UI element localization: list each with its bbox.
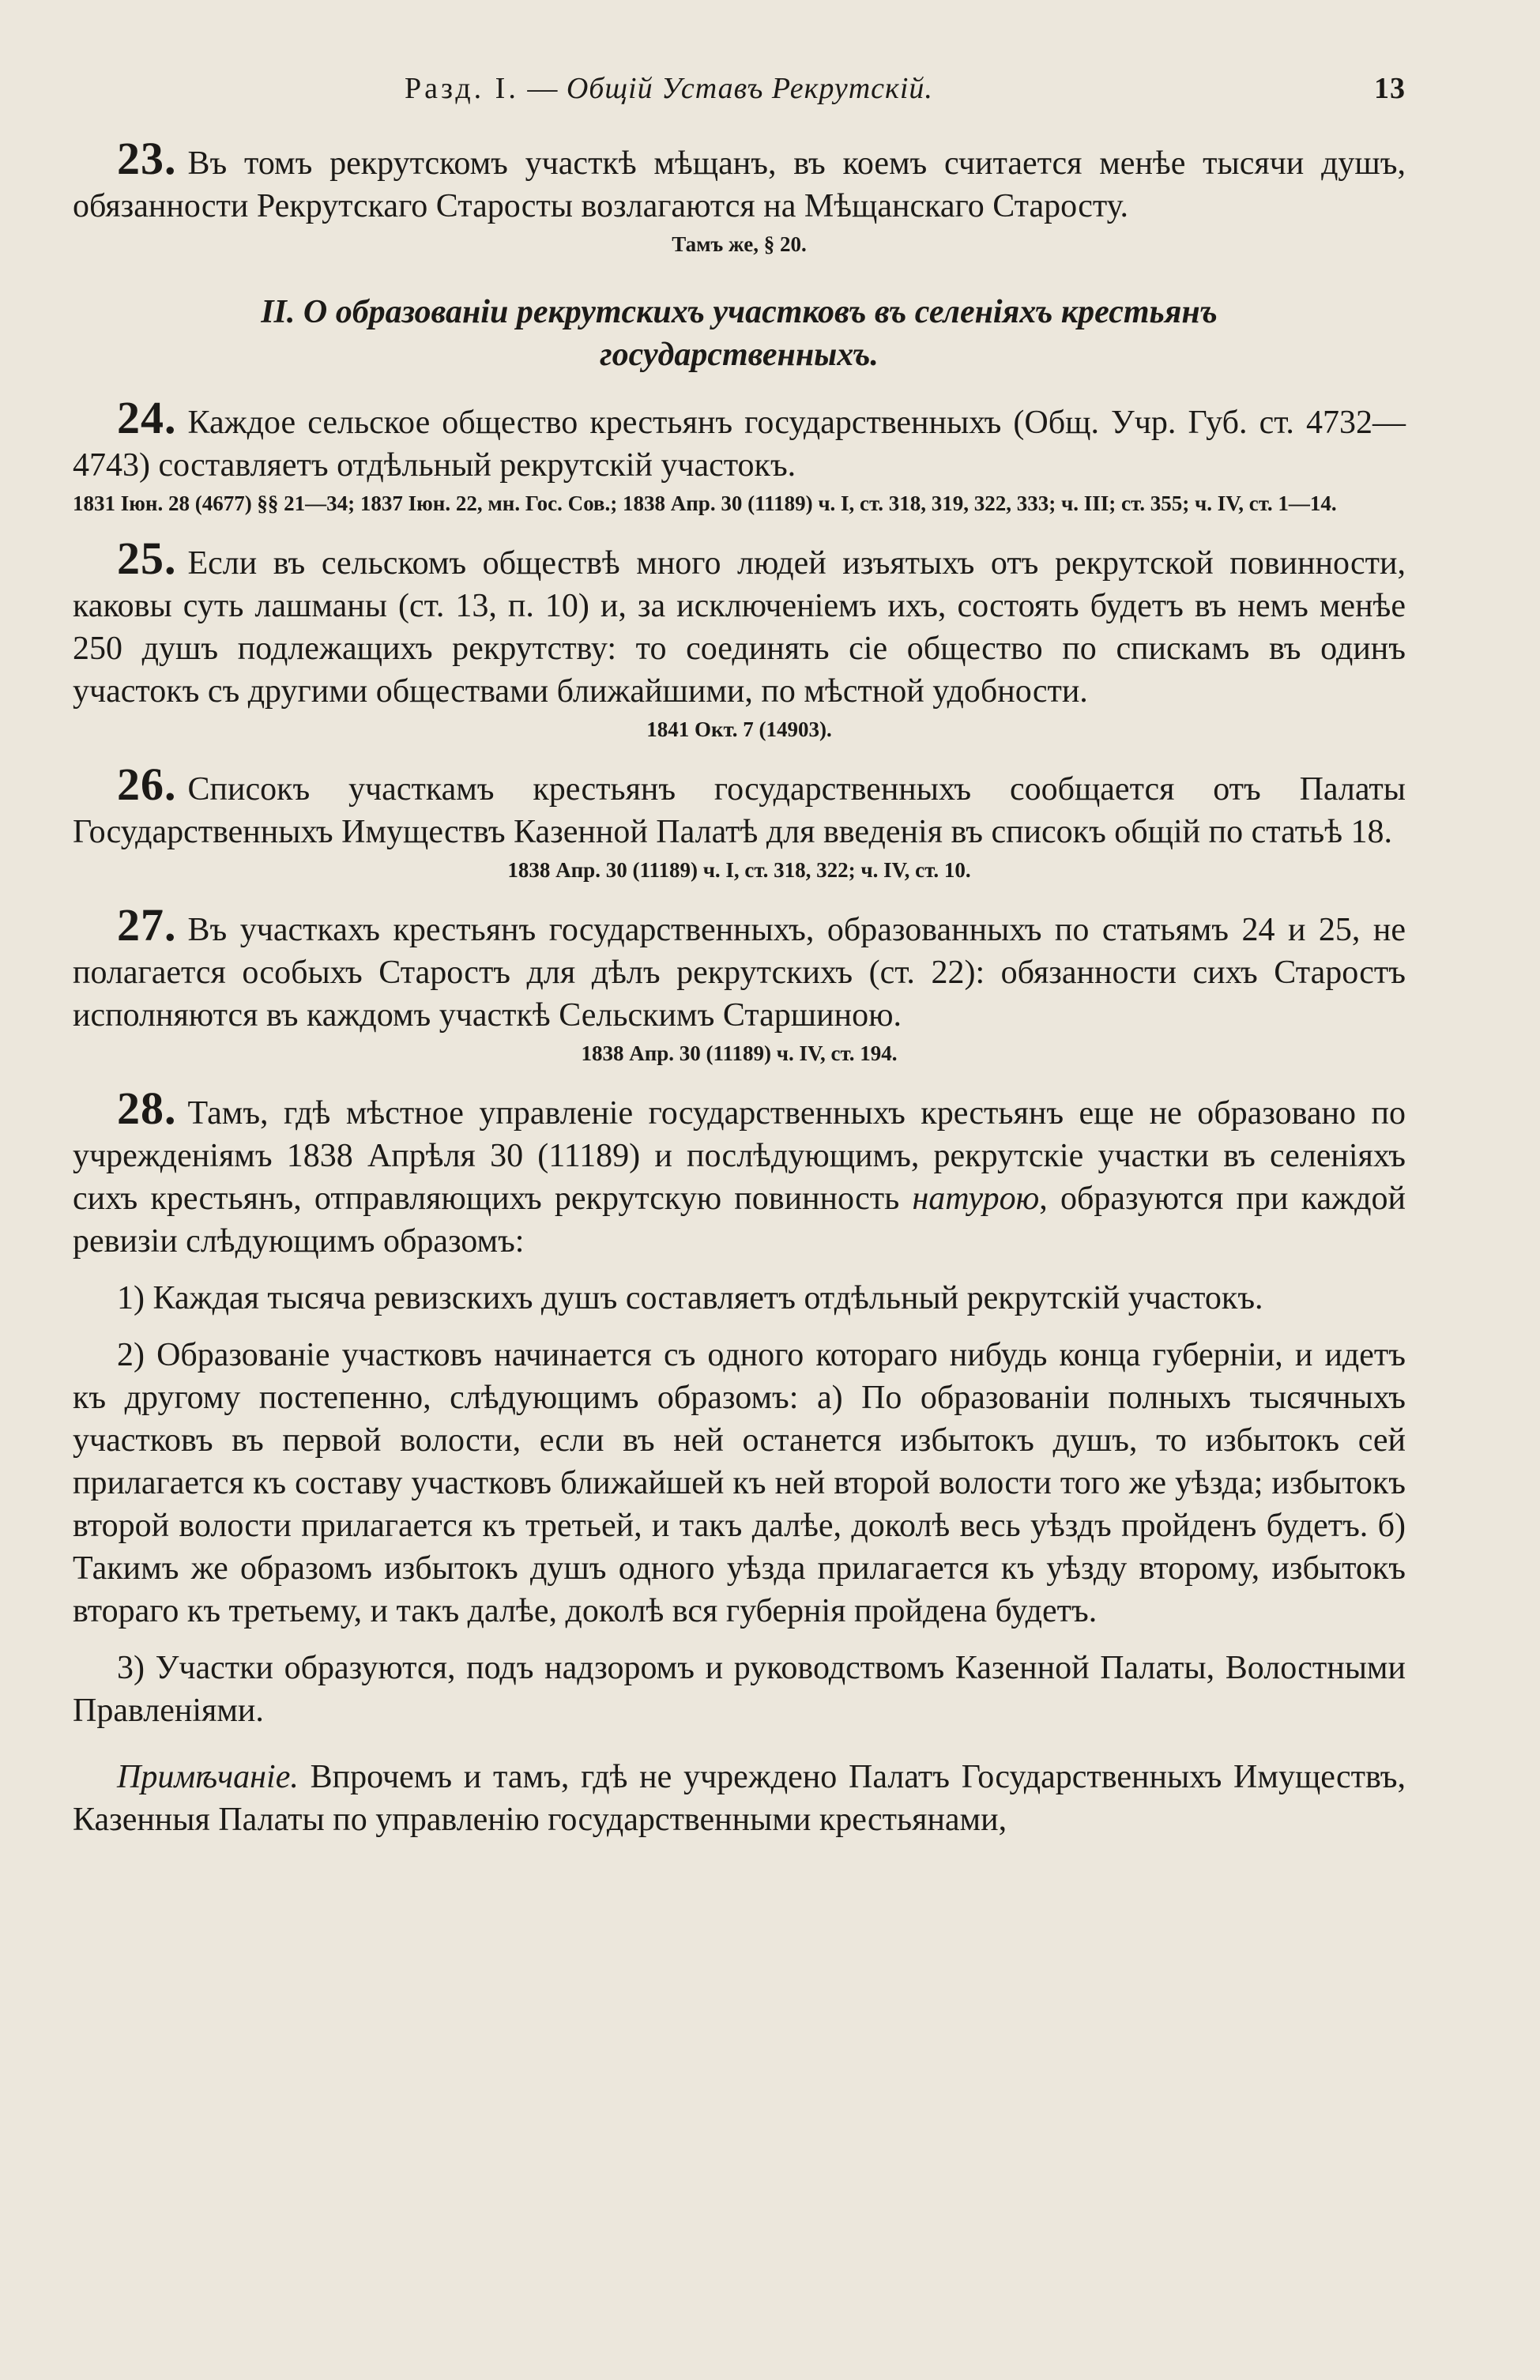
article-text bbox=[73, 392, 1406, 487]
article-27 bbox=[73, 899, 1406, 1067]
article-28 bbox=[73, 1083, 1406, 1732]
article-body: Каждое сельское общество крестьянъ государственныхъ (Общ. Учр. Губ. ст. 4732—4743) составляетъ отдѣльный рекрутскій участокъ. bbox=[73, 405, 1406, 484]
article-number: 28. bbox=[117, 1083, 177, 1134]
article-number: 24. bbox=[117, 392, 177, 443]
running-title bbox=[405, 71, 933, 106]
article-text bbox=[73, 899, 1406, 1037]
work-title: Общій Уставъ Рекрутскій. bbox=[566, 72, 933, 105]
citation: 1831 Іюн. 28 (4677) §§ 21—34; 1837 Іюн. 22, мн. Гос. Сов.; 1838 Апр. 30 (11189) ч. I, ст. 318, 319, 322, 333; ч. III; ст. 355; ч. IV, ст. 1—14. bbox=[73, 491, 1337, 515]
page-number: 13 bbox=[1374, 72, 1406, 105]
dash: — bbox=[527, 72, 559, 105]
article-23 bbox=[73, 133, 1406, 258]
section-label: Разд. I. bbox=[405, 72, 519, 105]
list-item-text: 1) Каждая тысяча ревизскихъ душъ составляетъ отдѣльный рекрутскій участокъ. bbox=[117, 1280, 1263, 1316]
article-text bbox=[73, 133, 1406, 228]
list-item-text: 2) Образованіе участковъ начинается съ одного котораго нибудь конца губерніи, и идетъ къ другому постепенно, слѣдующимъ образомъ: а) По образованіи полныхъ тысячныхъ участковъ въ первой волости, если въ ней останется избытокъ душъ, то избытокъ сей прилагается къ составу участковъ ближайшей къ ней второй волости того же уѣзда; избытокъ второй волости прилагается къ третьей, и такъ далѣе, доколѣ весь уѣздъ пройденъ будетъ. б) Такимъ же образомъ избытокъ душъ одного уѣзда прилагается къ уѣзду второму, избытокъ втораго къ третьему, и такъ далѣе, доколѣ вся губернія пройдена будетъ. bbox=[73, 1337, 1406, 1629]
article-body-end: , образуются при каждой ревизіи слѣдующимъ образомъ: bbox=[73, 1181, 1406, 1260]
citation: 1841 Окт. 7 (14903). bbox=[646, 717, 832, 741]
article-number: 23. bbox=[117, 133, 177, 184]
note-text bbox=[73, 1756, 1406, 1841]
list-item bbox=[73, 1334, 1406, 1632]
article-body: Если въ сельскомъ обществѣ много людей изъятыхъ отъ рекрутской повинности, каковы суть лашманы (ст. 13, п. 10) и, за исключеніемъ ихъ, состоять будетъ въ немъ менѣе 250 душъ подлежащихъ рекрутству: то соединять сіе общество по спискамъ въ одинъ участокъ съ другими обществами ближайшими, по мѣстной удобности. bbox=[73, 545, 1406, 710]
article-25 bbox=[73, 533, 1406, 743]
list-item bbox=[73, 1277, 1406, 1320]
article-body: Въ участкахъ крестьянъ государственныхъ, образованныхъ по статьямъ 24 и 25, не полагается особыхъ Старостъ для дѣлъ рекрутскихъ (ст. 22): обязанности сихъ Старостъ исполняются въ каждомъ участкѣ Сельскимъ Старшиною. bbox=[73, 912, 1406, 1034]
article-number: 26. bbox=[117, 759, 177, 810]
note bbox=[73, 1756, 1406, 1841]
list-item-text: 3) Участки образуются, подъ надзоромъ и руководствомъ Казенной Палаты, Волостными Правленіями. bbox=[73, 1650, 1406, 1729]
article-text bbox=[73, 1083, 1406, 1263]
running-head bbox=[73, 62, 1406, 117]
note-label: Примѣчаніе. bbox=[117, 1759, 299, 1795]
note-body: Впрочемъ и тамъ, гдѣ не учреждено Палатъ Государственныхъ Имуществъ, Казенныя Палаты по управленію государственными крестьянами, bbox=[73, 1759, 1406, 1838]
citation: 1838 Апр. 30 (11189) ч. IV, ст. 194. bbox=[581, 1041, 898, 1065]
list-item bbox=[73, 1647, 1406, 1732]
article-body: Списокъ участкамъ крестьянъ государственныхъ сообщается отъ Палаты Государственныхъ Имуществъ Казенной Палатѣ для введенія въ списокъ общій по статьѣ 18. bbox=[73, 771, 1406, 850]
article-text bbox=[73, 533, 1406, 713]
section-subheading: II. О образованіи рекрутскихъ участковъ въ селеніяхъ крестьянъ государственныхъ. bbox=[261, 294, 1218, 373]
article-text bbox=[73, 759, 1406, 853]
citation: Тамъ же, § 20. bbox=[672, 232, 807, 256]
article-26 bbox=[73, 759, 1406, 883]
citation: 1838 Апр. 30 (11189) ч. I, ст. 318, 322; ч. IV, ст. 10. bbox=[507, 858, 971, 882]
emphasized-term: натурою bbox=[912, 1181, 1040, 1217]
article-body: Въ томъ рекрутскомъ участкѣ мѣщанъ, въ коемъ считается менѣе тысячи душъ, обязанности Рекрутскаго Старосты возлагаются на Мѣщанскаго Старосту. bbox=[73, 145, 1406, 224]
article-body-start: Тамъ, гдѣ мѣстное управленіе государственныхъ крестьянъ еще не образовано по учрежденіямъ 1838 Апрѣля 30 (11189) и послѣдующимъ, рекрутскіе участки въ селеніяхъ сихъ крестьянъ, отправляющихъ рекрутскую повинность bbox=[73, 1095, 1406, 1217]
article-number: 25. bbox=[117, 533, 177, 584]
article-24 bbox=[73, 392, 1406, 517]
article-number: 27. bbox=[117, 899, 177, 951]
